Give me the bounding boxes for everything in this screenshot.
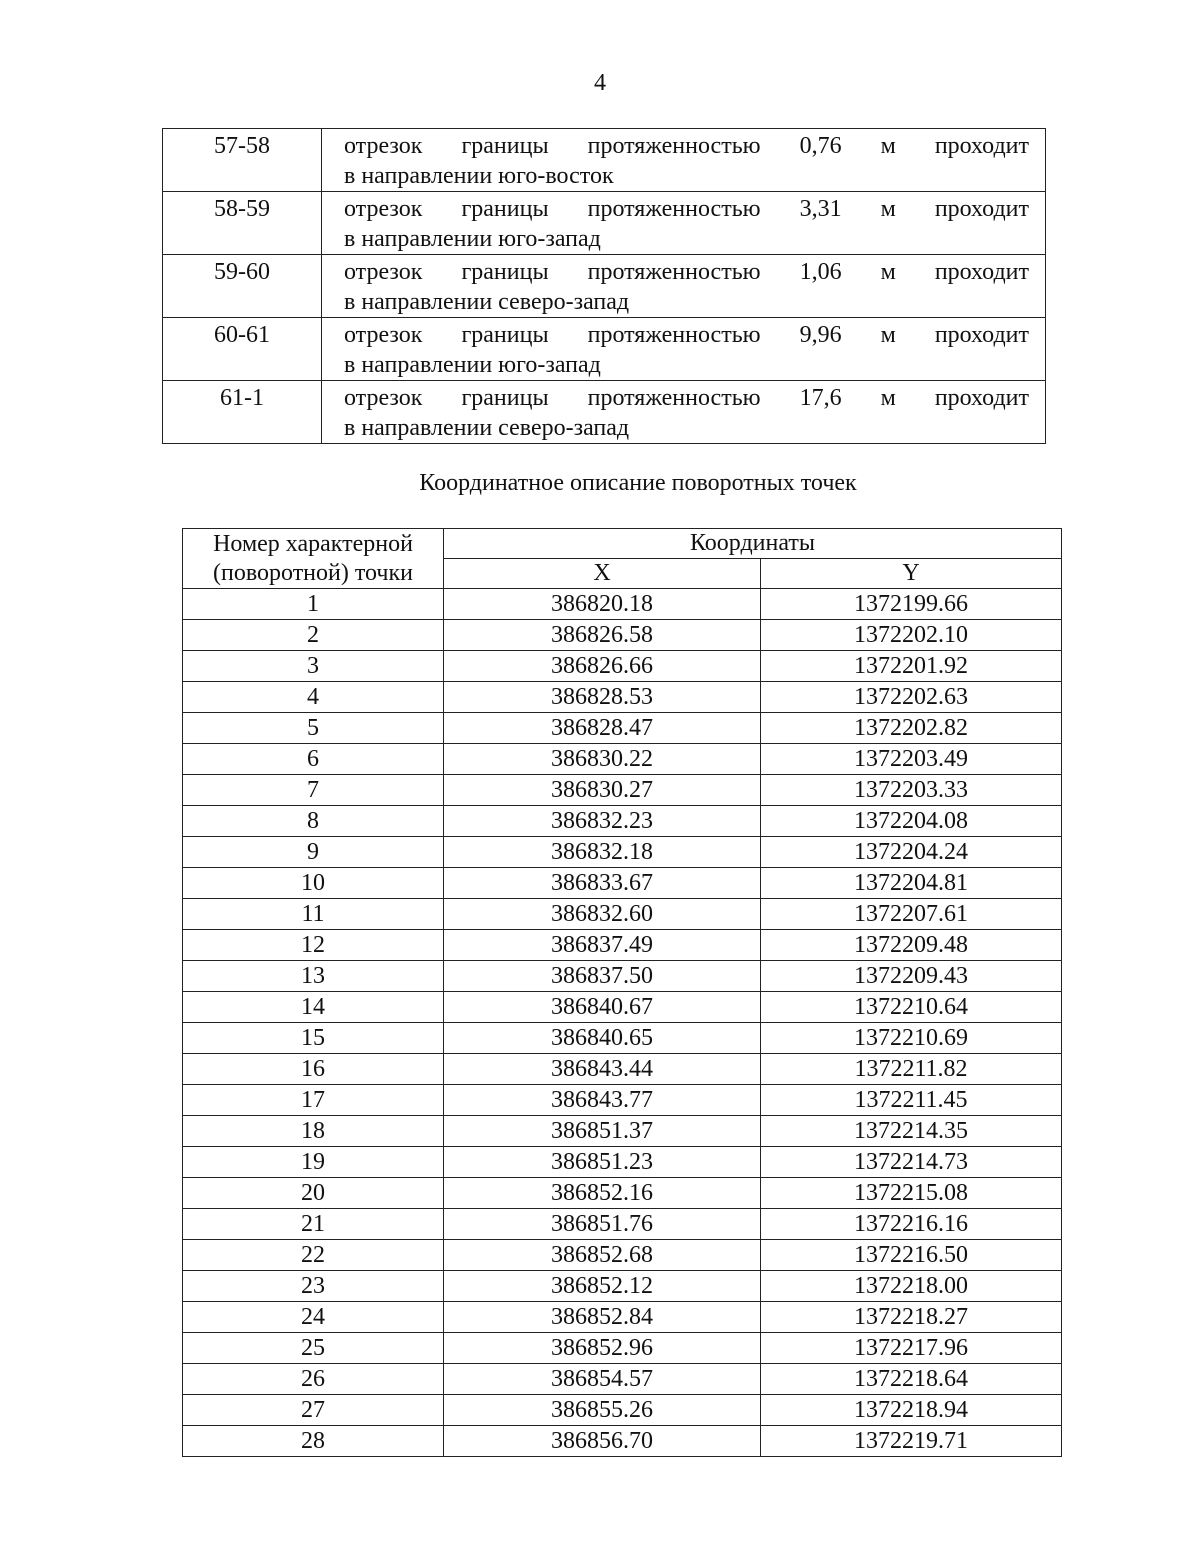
- segment-length: 9,96: [799, 322, 842, 348]
- segment-direction: в направлении юго-восток: [344, 163, 614, 189]
- segment-description: [322, 318, 1046, 381]
- point-number: 3: [183, 651, 444, 682]
- x-coordinate: 386833.67: [444, 868, 761, 899]
- point-number: 17: [183, 1085, 444, 1116]
- y-coordinate: 1372211.45: [761, 1085, 1062, 1116]
- segment-description-line1: [344, 194, 1029, 224]
- segment-unit: м: [880, 133, 896, 159]
- coordinates-table: [182, 528, 1062, 1457]
- segment-description: [322, 192, 1046, 255]
- segment-word3: протяженностью: [587, 259, 761, 285]
- segment-word2: границы: [461, 385, 549, 411]
- segment-length: 17,6: [799, 385, 842, 411]
- point-number: 25: [183, 1333, 444, 1364]
- y-coordinate: 1372209.48: [761, 930, 1062, 961]
- x-coordinate: 386828.47: [444, 713, 761, 744]
- segment-word1: отрезок: [344, 385, 423, 411]
- point-number: 20: [183, 1178, 444, 1209]
- x-coordinate: 386852.96: [444, 1333, 761, 1364]
- segment-word1: отрезок: [344, 196, 423, 222]
- coordinate-row: [183, 1085, 1062, 1116]
- y-coordinate: 1372214.35: [761, 1116, 1062, 1147]
- x-header: X: [444, 559, 761, 589]
- coordinate-row: [183, 1426, 1062, 1457]
- page-number: 4: [594, 70, 606, 96]
- segment-verb: проходит: [934, 133, 1029, 159]
- segment-row: [163, 129, 1046, 192]
- segments-table: [162, 128, 1046, 444]
- segment-word1: отрезок: [344, 322, 423, 348]
- x-coordinate: 386830.27: [444, 775, 761, 806]
- segment-length: 3,31: [799, 196, 842, 222]
- segment-row: [163, 381, 1046, 444]
- x-coordinate: 386828.53: [444, 682, 761, 713]
- segment-id: 59-60: [163, 255, 322, 318]
- x-coordinate: 386830.22: [444, 744, 761, 775]
- point-number: 1: [183, 589, 444, 620]
- point-number: 21: [183, 1209, 444, 1240]
- y-coordinate: 1372211.82: [761, 1054, 1062, 1085]
- segment-unit: м: [880, 385, 896, 411]
- coordinates-table-head: [183, 529, 1062, 589]
- coordinate-row: [183, 1395, 1062, 1426]
- point-number-header-line2: (поворотной) точки: [213, 559, 413, 586]
- y-coordinate: 1372201.92: [761, 651, 1062, 682]
- segment-direction: в направлении юго-запад: [344, 352, 601, 378]
- point-number: 18: [183, 1116, 444, 1147]
- coordinate-row: [183, 1271, 1062, 1302]
- segment-id: 57-58: [163, 129, 322, 192]
- point-number: 10: [183, 868, 444, 899]
- y-coordinate: 1372204.24: [761, 837, 1062, 868]
- y-coordinate: 1372218.94: [761, 1395, 1062, 1426]
- coordinate-row: [183, 806, 1062, 837]
- coordinate-row: [183, 1333, 1062, 1364]
- coordinate-row: [183, 682, 1062, 713]
- coordinate-row: [183, 1364, 1062, 1395]
- point-number: 23: [183, 1271, 444, 1302]
- segment-row: [163, 318, 1046, 381]
- segment-direction: в направлении северо-запад: [344, 289, 630, 315]
- point-number: 16: [183, 1054, 444, 1085]
- segment-description-line1: [344, 257, 1029, 287]
- x-coordinate: 386832.18: [444, 837, 761, 868]
- point-number: 7: [183, 775, 444, 806]
- y-coordinate: 1372214.73: [761, 1147, 1062, 1178]
- y-coordinate: 1372207.61: [761, 899, 1062, 930]
- point-number: 24: [183, 1302, 444, 1333]
- x-coordinate: 386852.68: [444, 1240, 761, 1271]
- coordinate-row: [183, 744, 1062, 775]
- coordinate-row: [183, 1178, 1062, 1209]
- y-coordinate: 1372218.64: [761, 1364, 1062, 1395]
- segment-length: 0,76: [799, 133, 842, 159]
- x-coordinate: 386837.50: [444, 961, 761, 992]
- point-number: 28: [183, 1426, 444, 1457]
- section-title: Координатное описание поворотных точек: [419, 470, 857, 496]
- segment-verb: проходит: [934, 385, 1029, 411]
- segment-verb: проходит: [934, 259, 1029, 285]
- x-coordinate: 386832.23: [444, 806, 761, 837]
- x-coordinate: 386826.58: [444, 620, 761, 651]
- point-number: 13: [183, 961, 444, 992]
- coordinate-row: [183, 992, 1062, 1023]
- segment-description-line1: [344, 383, 1029, 413]
- segments-table-body: [163, 129, 1046, 444]
- segment-description: [322, 255, 1046, 318]
- segment-verb: проходит: [934, 196, 1029, 222]
- coordinates-table-body: [183, 589, 1062, 1457]
- y-coordinate: 1372209.43: [761, 961, 1062, 992]
- y-coordinate: 1372203.33: [761, 775, 1062, 806]
- y-coordinate: 1372216.16: [761, 1209, 1062, 1240]
- segment-word2: границы: [461, 322, 549, 348]
- coordinate-row: [183, 589, 1062, 620]
- coordinates-header: Координаты: [444, 529, 1062, 559]
- point-number: 22: [183, 1240, 444, 1271]
- segment-description-line1: [344, 320, 1029, 350]
- point-number: 15: [183, 1023, 444, 1054]
- x-coordinate: 386820.18: [444, 589, 761, 620]
- point-number: 9: [183, 837, 444, 868]
- segment-word3: протяженностью: [587, 133, 761, 159]
- x-coordinate: 386840.65: [444, 1023, 761, 1054]
- segment-word3: протяженностью: [587, 322, 761, 348]
- coordinate-row: [183, 961, 1062, 992]
- y-coordinate: 1372204.81: [761, 868, 1062, 899]
- point-number: 5: [183, 713, 444, 744]
- y-coordinate: 1372215.08: [761, 1178, 1062, 1209]
- segment-verb: проходит: [934, 322, 1029, 348]
- x-coordinate: 386852.16: [444, 1178, 761, 1209]
- x-coordinate: 386843.44: [444, 1054, 761, 1085]
- point-number: 12: [183, 930, 444, 961]
- point-number: 4: [183, 682, 444, 713]
- coordinate-row: [183, 1147, 1062, 1178]
- segment-direction: в направлении северо-запад: [344, 415, 630, 441]
- segment-id: 60-61: [163, 318, 322, 381]
- coordinate-row: [183, 837, 1062, 868]
- segment-description: [322, 129, 1046, 192]
- y-coordinate: 1372216.50: [761, 1240, 1062, 1271]
- coordinate-row: [183, 775, 1062, 806]
- x-coordinate: 386854.57: [444, 1364, 761, 1395]
- segment-row: [163, 255, 1046, 318]
- segment-word1: отрезок: [344, 259, 423, 285]
- y-coordinate: 1372210.69: [761, 1023, 1062, 1054]
- header-row: [183, 529, 1062, 559]
- point-number: 26: [183, 1364, 444, 1395]
- point-number: 27: [183, 1395, 444, 1426]
- x-coordinate: 386851.76: [444, 1209, 761, 1240]
- x-coordinate: 386852.84: [444, 1302, 761, 1333]
- y-coordinate: 1372218.27: [761, 1302, 1062, 1333]
- x-coordinate: 386852.12: [444, 1271, 761, 1302]
- segment-length: 1,06: [799, 259, 842, 285]
- y-coordinate: 1372203.49: [761, 744, 1062, 775]
- segment-unit: м: [880, 196, 896, 222]
- segment-direction: в направлении юго-запад: [344, 226, 601, 252]
- segment-word2: границы: [461, 196, 549, 222]
- y-coordinate: 1372199.66: [761, 589, 1062, 620]
- point-number: 11: [183, 899, 444, 930]
- point-number-header-line1: Номер характерной: [213, 530, 413, 557]
- point-number: 6: [183, 744, 444, 775]
- x-coordinate: 386832.60: [444, 899, 761, 930]
- point-number-header: [183, 529, 444, 589]
- x-coordinate: 386837.49: [444, 930, 761, 961]
- y-coordinate: 1372210.64: [761, 992, 1062, 1023]
- coordinate-row: [183, 868, 1062, 899]
- y-coordinate: 1372204.08: [761, 806, 1062, 837]
- point-number: 19: [183, 1147, 444, 1178]
- y-coordinate: 1372202.82: [761, 713, 1062, 744]
- x-coordinate: 386851.23: [444, 1147, 761, 1178]
- segment-word3: протяженностью: [587, 385, 761, 411]
- x-coordinate: 386826.66: [444, 651, 761, 682]
- coordinate-row: [183, 1302, 1062, 1333]
- point-number: 2: [183, 620, 444, 651]
- x-coordinate: 386840.67: [444, 992, 761, 1023]
- y-coordinate: 1372218.00: [761, 1271, 1062, 1302]
- point-number: 14: [183, 992, 444, 1023]
- segment-description: [322, 381, 1046, 444]
- x-coordinate: 386856.70: [444, 1426, 761, 1457]
- y-coordinate: 1372202.10: [761, 620, 1062, 651]
- coordinate-row: [183, 1054, 1062, 1085]
- segment-id: 61-1: [163, 381, 322, 444]
- x-coordinate: 386843.77: [444, 1085, 761, 1116]
- segment-word2: границы: [461, 259, 549, 285]
- coordinate-row: [183, 620, 1062, 651]
- segment-word2: границы: [461, 133, 549, 159]
- segment-id: 58-59: [163, 192, 322, 255]
- coordinate-row: [183, 1023, 1062, 1054]
- segment-unit: м: [880, 322, 896, 348]
- segment-word1: отрезок: [344, 133, 423, 159]
- y-header: Y: [761, 559, 1062, 589]
- point-number: 8: [183, 806, 444, 837]
- segment-word3: протяженностью: [587, 196, 761, 222]
- x-coordinate: 386855.26: [444, 1395, 761, 1426]
- coordinate-row: [183, 713, 1062, 744]
- segment-unit: м: [880, 259, 896, 285]
- coordinate-row: [183, 1209, 1062, 1240]
- coordinate-row: [183, 899, 1062, 930]
- segment-row: [163, 192, 1046, 255]
- x-coordinate: 386851.37: [444, 1116, 761, 1147]
- coordinate-row: [183, 1240, 1062, 1271]
- y-coordinate: 1372217.96: [761, 1333, 1062, 1364]
- coordinate-row: [183, 930, 1062, 961]
- segment-description-line1: [344, 131, 1029, 161]
- coordinate-row: [183, 651, 1062, 682]
- coordinate-row: [183, 1116, 1062, 1147]
- y-coordinate: 1372202.63: [761, 682, 1062, 713]
- y-coordinate: 1372219.71: [761, 1426, 1062, 1457]
